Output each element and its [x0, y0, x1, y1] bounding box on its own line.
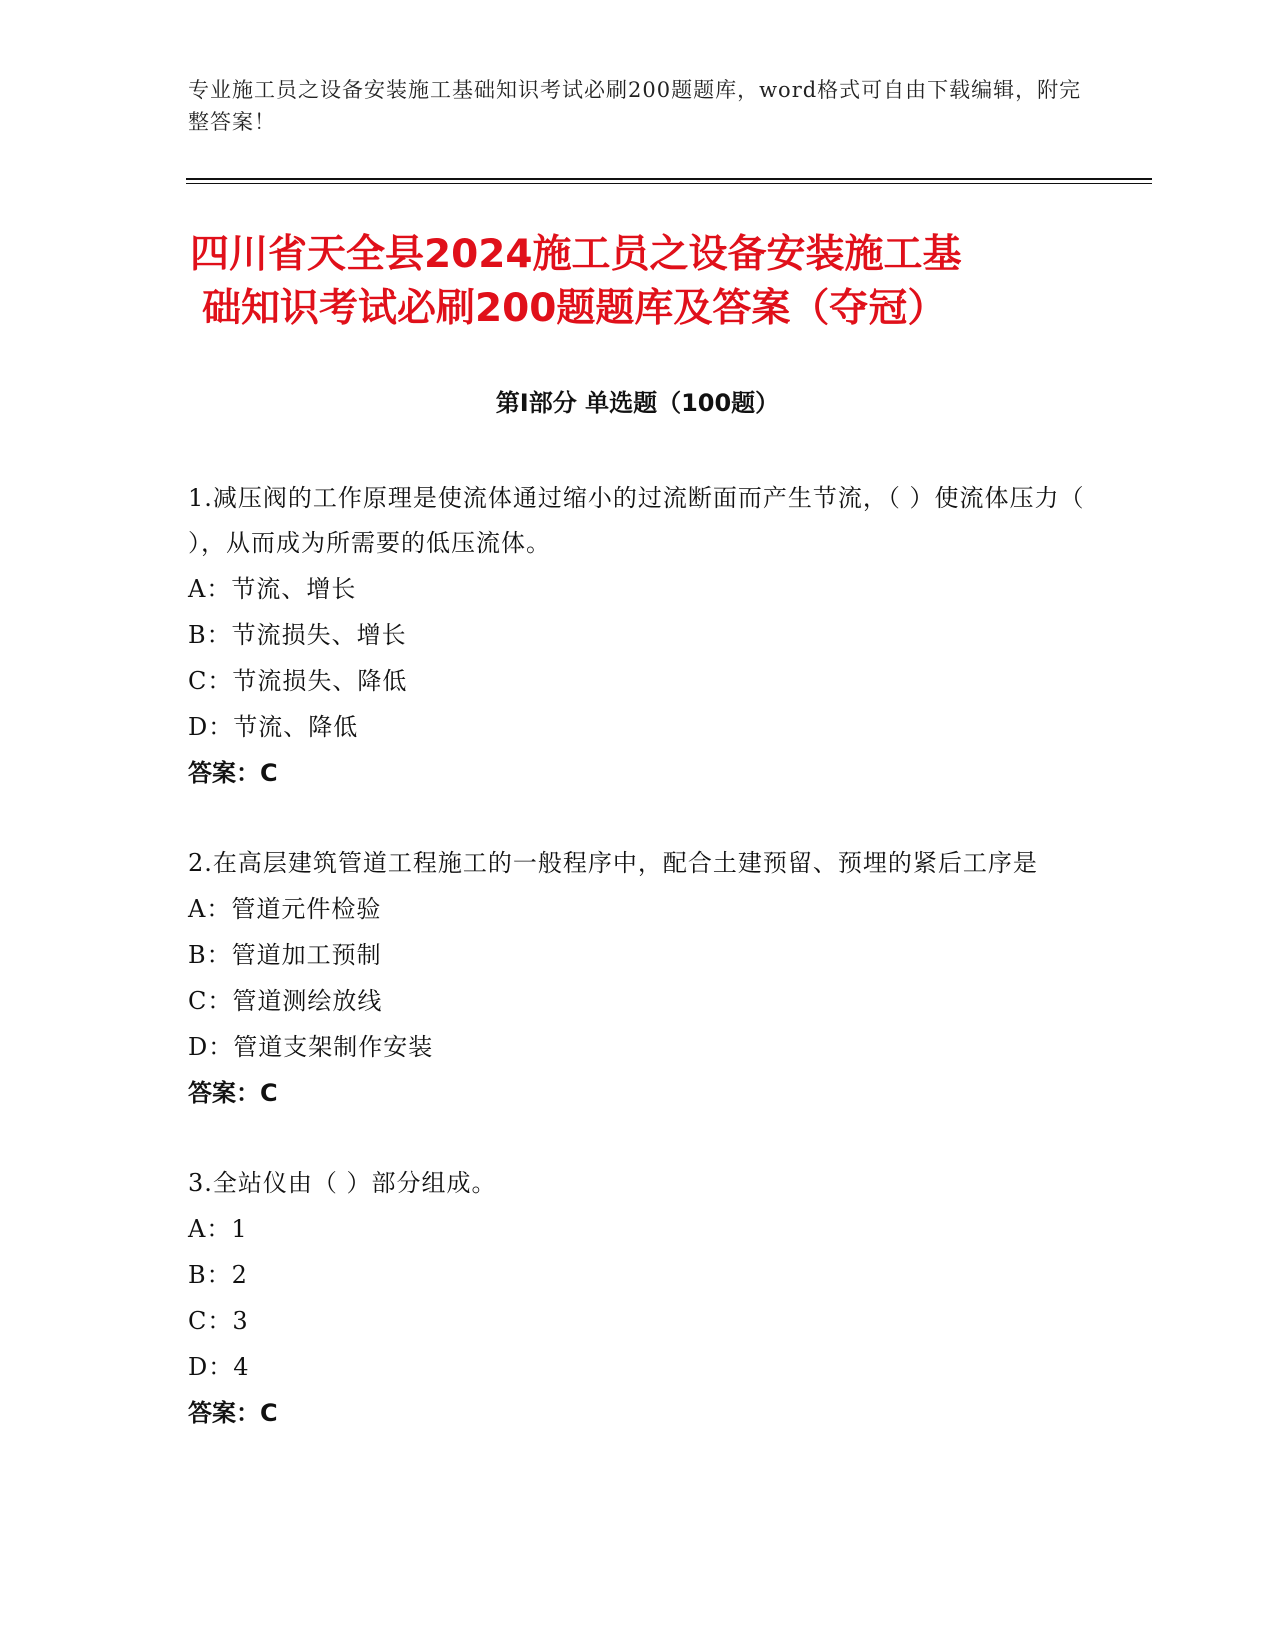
question-stem: 3.全站仪由（ ）部分组成。: [188, 1169, 497, 1197]
answer: 答案：C: [188, 1399, 278, 1427]
answer: 答案：C: [188, 759, 278, 787]
header-rule-thin: [186, 183, 1152, 184]
document-title-line-1: 四川省天全县2024施工员之设备安装施工基: [190, 232, 962, 277]
question-1: [188, 476, 1088, 796]
option-b: B：2: [188, 1261, 248, 1289]
section-title: 第Ⅰ部分 单选题（100题）: [495, 389, 780, 417]
option-d: D：管道支架制作安装: [188, 1033, 434, 1061]
question-spacer: [188, 796, 1088, 841]
option-d: D：节流、降低: [188, 713, 359, 741]
option-b: B：管道加工预制: [188, 941, 382, 969]
option-a: A：节流、增长: [188, 575, 357, 603]
option-c: C：节流损失、降低: [188, 667, 408, 695]
header-note: 专业施工员之设备安装施工基础知识考试必刷200题题库，word格式可自由下载编辑，附完整答案！: [188, 78, 1082, 134]
document-title: [190, 228, 1110, 336]
option-d: D：4: [188, 1353, 250, 1381]
header-rule-thick: [186, 178, 1152, 180]
question-3: [188, 1161, 1088, 1436]
option-a: A：1: [188, 1215, 248, 1243]
question-2: [188, 841, 1088, 1116]
document-title-line-2: 础知识考试必刷200题题库及答案（夺冠）: [202, 286, 947, 331]
question-stem: 2.在高层建筑管道工程施工的一般程序中，配合土建预留、预埋的紧后工序是: [188, 849, 1038, 877]
question-stem: 1.减压阀的工作原理是使流体通过缩小的过流断面而产生节流，（ ）使流体压力（ ），从而成为所需要的低压流体。: [188, 484, 1085, 557]
question-spacer: [188, 1116, 1088, 1161]
option-c: C：3: [188, 1307, 249, 1335]
option-a: A：管道元件检验: [188, 895, 382, 923]
answer: 答案：C: [188, 1079, 278, 1107]
option-c: C：管道测绘放线: [188, 987, 383, 1015]
question-list: [188, 476, 1088, 1436]
option-b: B：节流损失、增长: [188, 621, 407, 649]
